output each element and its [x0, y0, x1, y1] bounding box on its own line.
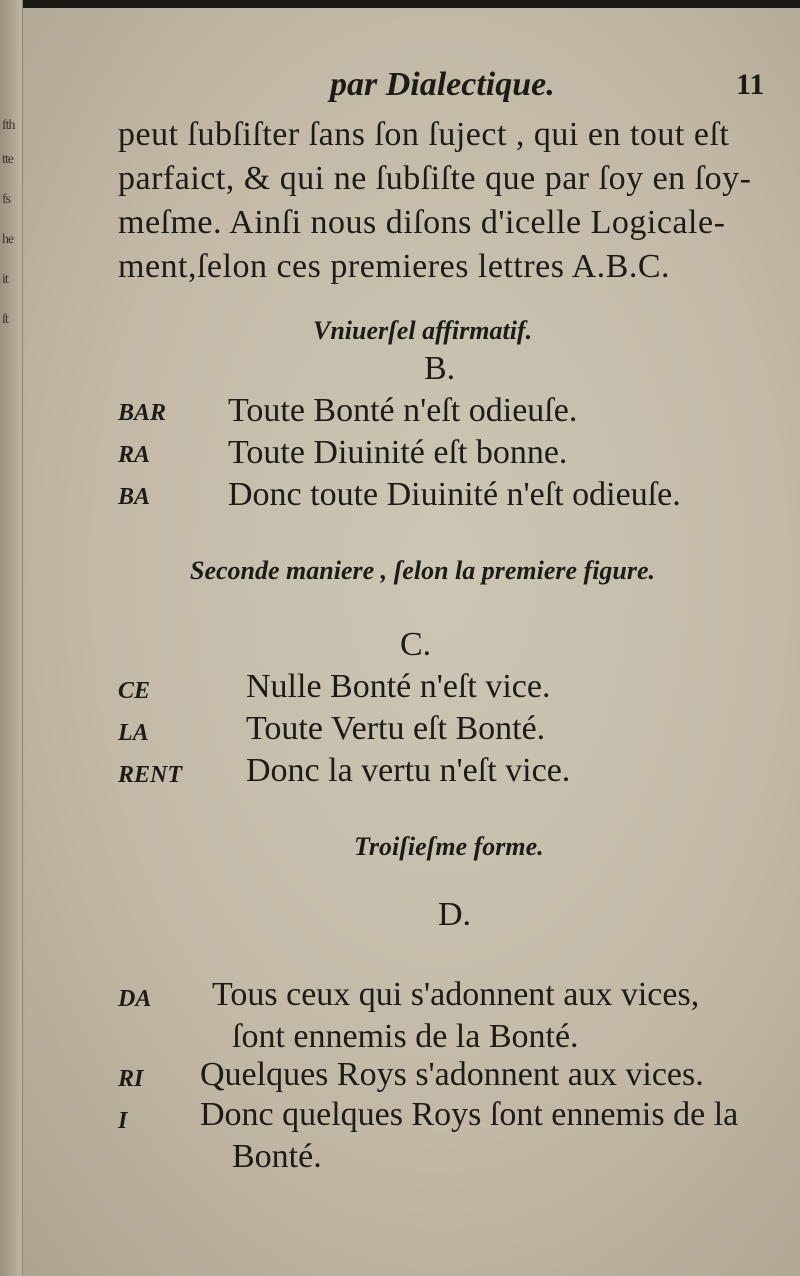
margin-fragment: it — [2, 272, 8, 287]
margin-fragment: tte — [2, 152, 13, 167]
syllogism-line: Tous ceux qui s'adonnent aux vices, — [212, 976, 700, 1013]
facing-page-margin — [0, 0, 23, 1276]
section-letter: C. — [400, 626, 432, 663]
syllogism-line: Donc la vertu n'eſt vice. — [246, 752, 571, 789]
syllogism-line: Donc quelques Roys ſont ennemis de la — [200, 1096, 739, 1133]
syllogism-line: Toute Bonté n'eſt odieuſe. — [228, 392, 578, 429]
syllogism-code: RA — [118, 442, 151, 468]
syllogism-code: RI — [118, 1066, 144, 1092]
syllogism-line: Toute Diuinité eſt bonne. — [228, 434, 568, 471]
syllogism-code: RENT — [118, 762, 183, 788]
page-number: 11 — [736, 68, 765, 101]
syllogism-line: Quelques Roys s'adonnent aux vices. — [200, 1056, 704, 1093]
text-line: parfaict, & qui ne ſubſiſte que par ſoy en ſoy- — [118, 160, 752, 197]
syllogism-line-continuation: Bonté. — [232, 1138, 322, 1175]
text-line: ment,ſelon ces premieres lettres A.B.C. — [118, 248, 671, 285]
margin-fragment: fs — [2, 192, 11, 207]
text-line: peut ſubſiſter ſans ſon ſuject , qui en tout eſt — [118, 116, 730, 153]
syllogism-line: Toute Vertu eſt Bonté. — [246, 710, 546, 747]
running-title: par Dialectique. — [330, 66, 555, 103]
syllogism-code: I — [118, 1108, 128, 1134]
section-heading: Seconde maniere , ſelon la premiere figure. — [190, 556, 656, 585]
margin-fragment: ſt — [2, 312, 8, 327]
margin-fragment: he — [2, 232, 14, 247]
section-heading: Vniuerſel affirmatif. — [313, 316, 533, 345]
section-letter: B. — [424, 350, 456, 387]
syllogism-line-continuation: ſont ennemis de la Bonté. — [232, 1018, 579, 1055]
syllogism-code: LA — [118, 720, 149, 746]
text-line: meſme. Ainſi nous diſons d'icelle Logicale- — [118, 204, 726, 241]
section-heading: Troiſieſme forme. — [354, 832, 544, 861]
syllogism-code: BAR — [118, 400, 167, 426]
section-letter: D. — [438, 896, 472, 933]
syllogism-code: BA — [118, 484, 151, 510]
syllogism-code: DA — [118, 986, 152, 1012]
margin-fragment: fth — [2, 118, 15, 133]
syllogism-code: CE — [118, 678, 151, 704]
syllogism-line: Nulle Bonté n'eſt vice. — [246, 668, 551, 705]
page-top-edge — [0, 0, 800, 8]
syllogism-line: Donc toute Diuinité n'eſt odieuſe. — [228, 476, 681, 513]
